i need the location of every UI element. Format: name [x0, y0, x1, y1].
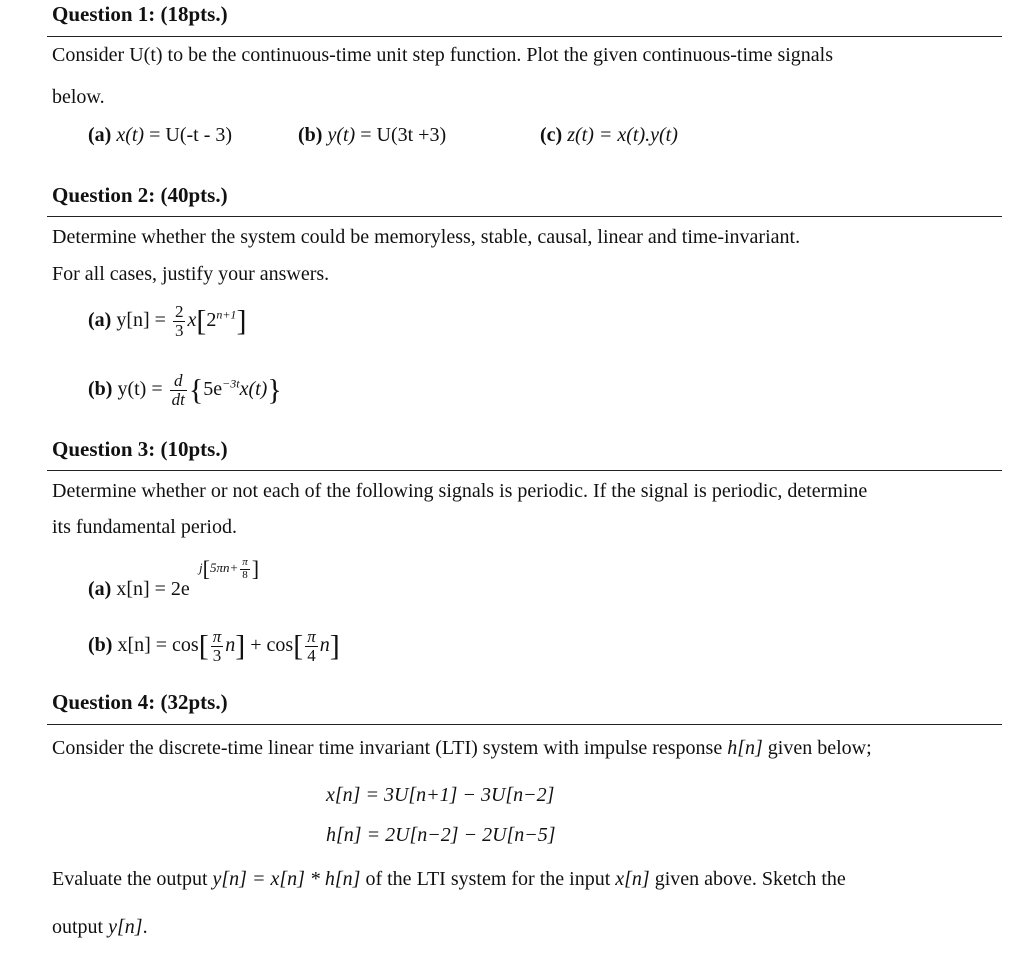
- q2-a-den: 3: [174, 320, 184, 340]
- q4-line2-mid: of the LTI system for the input: [360, 868, 616, 890]
- q1-part-c: [540, 124, 678, 147]
- q4-line1-pre: Consider the discrete-time linear time invariant (LTI) system with impulse response: [52, 737, 728, 759]
- q3-b-n2: n: [319, 633, 330, 656]
- q3-b-rbracket2: ]: [329, 629, 340, 663]
- q4-eq2: [326, 824, 556, 847]
- q1-text-line2: below.: [52, 86, 105, 108]
- q4-line3-y: y[n]: [108, 916, 143, 938]
- q2-rule: [47, 216, 1002, 217]
- q2-a-lhs: y[n] =: [116, 308, 166, 331]
- q3-a-exp-a: 5πn+: [209, 559, 239, 575]
- q3-b-rbracket1: ]: [235, 629, 246, 663]
- q1-a-lhs: x(t): [116, 124, 145, 146]
- q2-a-exp: n+1: [216, 307, 237, 322]
- q2-b-den: dt: [171, 389, 185, 409]
- q4-text-line2: [52, 868, 846, 891]
- q2-b-fraction: [170, 372, 187, 409]
- q3-text-line1: Determine whether or not each of the following signals is periodic. If the signal is periodic, determine: [52, 480, 868, 502]
- q2-a-x: x: [187, 308, 197, 331]
- q1-text-line1: Consider U(t) to be the continuous-time unit step function. Plot the given continuous-time signals: [52, 44, 834, 66]
- q3-b-num2: π: [307, 627, 316, 646]
- q4-line2-post: given above. Sketch the: [649, 868, 846, 890]
- q3-title: Question 3: (10pts.): [52, 437, 228, 461]
- q3-a-exp-rbracket: ]: [251, 556, 260, 581]
- q4-line1-post: given below;: [762, 737, 872, 759]
- q2-part-b: [88, 372, 282, 409]
- q4-line3-pre: output: [52, 916, 109, 938]
- q2-a-fraction: [173, 303, 186, 340]
- q2-b-body-pre: 5e: [203, 377, 223, 400]
- q2-title: Question 2: (40pts.): [52, 183, 228, 207]
- q3-b-lhs: x[n] = cos: [117, 633, 199, 656]
- q2-b-lhs: y(t) =: [117, 377, 163, 400]
- q4-rule: [47, 724, 1002, 725]
- q1-rule: [47, 36, 1002, 37]
- q3-a-label: (a): [88, 578, 112, 600]
- q3-part-b: [88, 628, 340, 665]
- q4-title: Question 4: (32pts.): [52, 690, 228, 714]
- q3-a-exp-num: π: [242, 555, 248, 568]
- q3-a-exp-frac: [240, 557, 250, 581]
- q4-line2-eq: y[n] = x[n] * h[n]: [212, 868, 361, 890]
- q2-b-body-post: x(t): [239, 377, 268, 400]
- q1-part-b: [298, 124, 446, 147]
- q2-a-lbracket: [: [196, 304, 207, 338]
- q4-line2-pre: Evaluate the output: [52, 868, 213, 890]
- q3-a-exp-den: 8: [242, 568, 248, 581]
- q2-b-num: d: [170, 372, 187, 391]
- q4-eq1: [326, 784, 554, 807]
- q3-b-lbracket1: [: [198, 629, 209, 663]
- q3-rule: [47, 470, 1002, 471]
- q1-c-expr: z(t) = x(t).y(t): [567, 124, 678, 146]
- q1-c-label: (c): [540, 124, 563, 146]
- q3-b-frac1: [211, 628, 224, 665]
- q3-a-lhs: x[n] = 2e: [116, 578, 190, 600]
- q4-line1-h: h[n]: [727, 737, 763, 759]
- q2-b-rbrace: }: [267, 373, 282, 407]
- q3-a-exp-j: j: [199, 559, 203, 575]
- q4-text-line3: [52, 916, 148, 939]
- q3-b-den2: 4: [307, 645, 316, 665]
- q1-part-a: [88, 124, 232, 147]
- q2-a-base: 2: [206, 308, 217, 331]
- q3-text-line2: its fundamental period.: [52, 516, 237, 538]
- q2-a-label: (a): [88, 308, 112, 331]
- q3-a-exp-lbracket: [: [202, 556, 210, 581]
- q4-text-line1: [52, 737, 872, 760]
- q2-part-a: [88, 303, 246, 340]
- q1-a-rhs: = U(-t - 3): [144, 124, 233, 146]
- q3-b-den1: 3: [212, 645, 222, 665]
- q3-b-n1: n: [225, 633, 236, 656]
- q1-b-label: (b): [298, 124, 323, 146]
- q2-a-num: 2: [174, 302, 184, 321]
- q4-line2-x: x[n]: [615, 868, 650, 890]
- q4-eq1-text: x[n] = 3U[n+1] − 3U[n−2]: [326, 784, 555, 806]
- q3-a-exponent: [199, 556, 259, 582]
- q3-b-frac2: [305, 628, 318, 665]
- q2-a-rbracket: ]: [236, 304, 247, 338]
- q3-b-label: (b): [88, 633, 113, 656]
- q3-b-num1: π: [212, 627, 222, 646]
- q2-text-line2: For all cases, justify your answers.: [52, 263, 330, 285]
- q4-line3-post: .: [142, 916, 148, 938]
- q2-text-line1: Determine whether the system could be memoryless, stable, causal, linear and time-invariant.: [52, 226, 801, 248]
- q3-b-lbracket2: [: [293, 629, 304, 663]
- q2-b-lbrace: {: [188, 373, 204, 407]
- q4-eq2-text: h[n] = 2U[n−2] − 2U[n−5]: [326, 824, 556, 846]
- q2-b-label: (b): [88, 377, 113, 400]
- q1-b-lhs: y(t): [327, 124, 356, 146]
- q1-a-label: (a): [88, 124, 112, 146]
- q2-b-exp: −3t: [222, 376, 240, 391]
- q1-title: Question 1: (18pts.): [52, 2, 228, 26]
- q3-part-a: [88, 578, 190, 601]
- q3-b-plus: + cos: [245, 633, 294, 656]
- q1-b-rhs: = U(3t +3): [355, 124, 447, 146]
